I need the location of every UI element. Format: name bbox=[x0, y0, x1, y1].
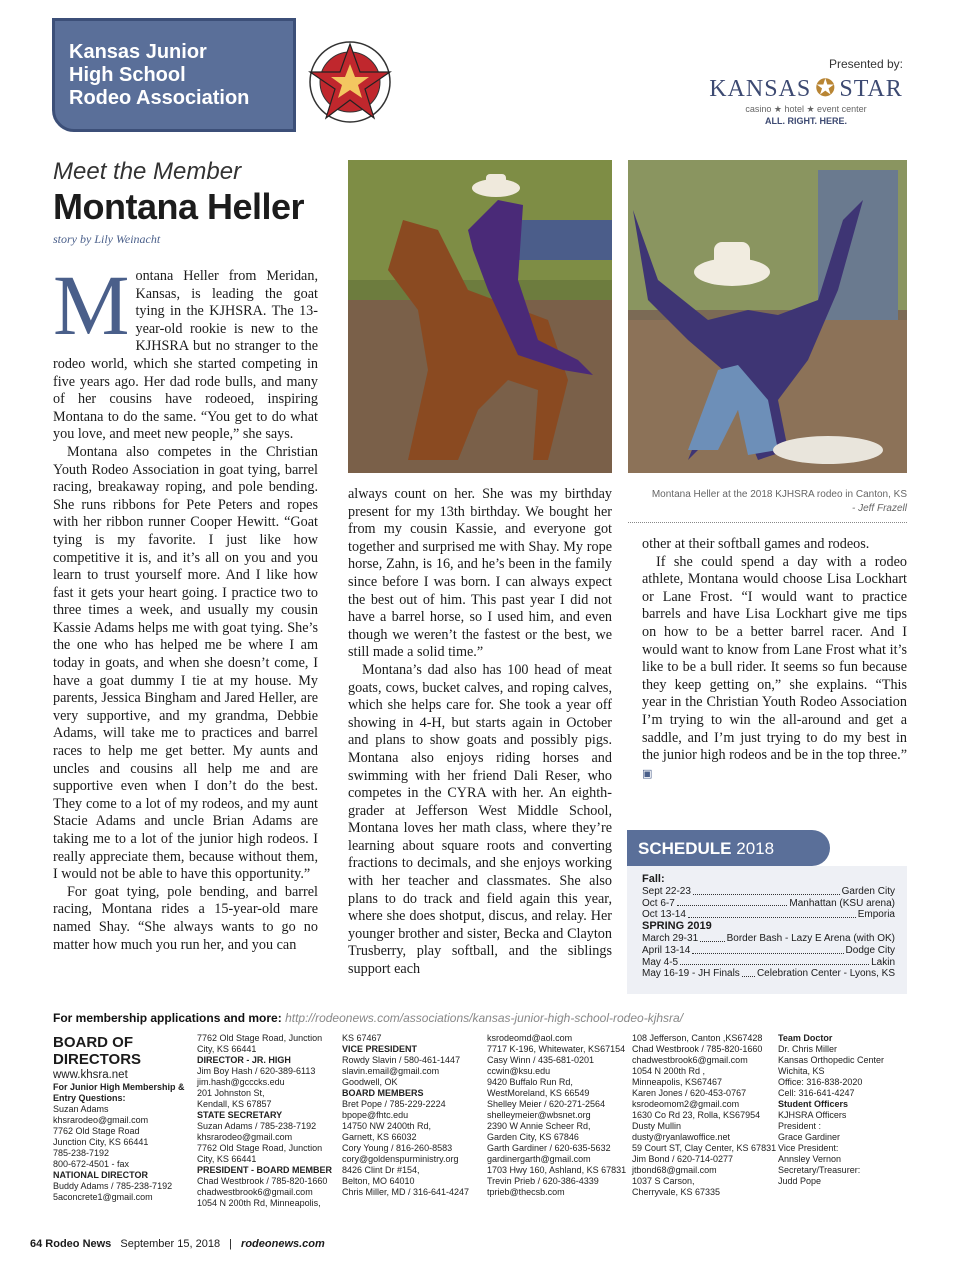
board-title: BOARD OF DIRECTORS bbox=[53, 1034, 142, 1068]
assoc-line-2: High School bbox=[69, 64, 186, 86]
directory-column-6 bbox=[778, 1033, 908, 1187]
schedule-row bbox=[642, 933, 895, 945]
schedule-place: Lakin bbox=[871, 956, 895, 968]
directory-entry: President : bbox=[778, 1121, 822, 1131]
directory-entry: Garnett, KS 66032 bbox=[342, 1132, 417, 1142]
directory-entry: 800-672-4501 - fax bbox=[53, 1159, 130, 1169]
directory-entry: Dusty Mullin bbox=[632, 1121, 682, 1131]
directory-entry: 1054 N 200th Rd , bbox=[632, 1066, 706, 1076]
article-kicker: Meet the Member bbox=[53, 158, 242, 185]
directory-entry: dusty@ryanlawoffice.net bbox=[632, 1132, 731, 1142]
directory-column-1 bbox=[53, 1069, 193, 1203]
schedule-box bbox=[627, 866, 907, 994]
assoc-line-3: Rodeo Association bbox=[69, 87, 250, 109]
directory-entry: Kansas Orthopedic Center bbox=[778, 1055, 885, 1065]
directory-entry: jtbond68@gmail.com bbox=[632, 1165, 717, 1175]
schedule-row bbox=[642, 957, 895, 969]
directory-heading: For Junior High Membership & Entry Questions: bbox=[53, 1082, 185, 1103]
presented-by-label: Presented by: bbox=[828, 57, 903, 71]
directory-entry: cory@goldenspurministry.org bbox=[342, 1154, 459, 1164]
directory-entry: Secretary/Treasurer: bbox=[778, 1165, 861, 1175]
directory-entry: Vice President: bbox=[778, 1143, 839, 1153]
directory-entry: Chris Miller, MD / 316-641-4247 bbox=[342, 1187, 470, 1197]
directory-entry: KJHSRA Officers bbox=[778, 1110, 847, 1120]
directory-entry: 2390 W Annie Scheer Rd, bbox=[487, 1121, 591, 1131]
directory-heading: STATE SECRETARY bbox=[197, 1110, 283, 1120]
caption-divider bbox=[628, 522, 907, 523]
directory-entry: 1703 Hwy 160, Ashland, KS 67831 bbox=[487, 1165, 627, 1175]
schedule-date: May 16-19 - JH Finals bbox=[642, 968, 740, 980]
article-column-2 bbox=[348, 486, 612, 979]
directory-entry: Judd Pope bbox=[778, 1176, 822, 1186]
directory-entry: Junction City, KS 66441 bbox=[53, 1137, 149, 1147]
schedule-title: SCHEDULE bbox=[638, 839, 732, 858]
directory-entry: Annsley Vernon bbox=[778, 1154, 842, 1164]
directory-heading: NATIONAL DIRECTOR bbox=[53, 1170, 149, 1180]
directory-heading: VICE PRESIDENT bbox=[342, 1044, 418, 1054]
directory-entry: 9420 Buffalo Run Rd, bbox=[487, 1077, 573, 1087]
directory-entry: 1054 N 200th Rd, Minneapolis, bbox=[197, 1198, 321, 1208]
directory-column-3 bbox=[342, 1033, 482, 1198]
schedule-place: Celebration Center - Lyons, KS bbox=[756, 968, 895, 980]
schedule-date: Oct 6-7 bbox=[642, 897, 675, 909]
directory-entry: ksrodeomom2@gmail.com bbox=[632, 1099, 740, 1109]
sponsor-subtitle: casino ★ hotel ★ event center bbox=[745, 104, 867, 114]
directory-entry: Dr. Chris Miller bbox=[778, 1044, 838, 1054]
article-column-1 bbox=[53, 257, 318, 954]
directory-entry: 14750 NW 2400th Rd, bbox=[342, 1121, 432, 1131]
schedule-row bbox=[642, 945, 895, 957]
directory-entry: 8426 Clint Dr #154, bbox=[342, 1165, 420, 1175]
schedule-spring-label: SPRING 2019 bbox=[642, 920, 712, 933]
directory-entry: Buddy Adams / 785-238-7192 bbox=[53, 1181, 173, 1191]
directory-entry: Shelley Meier / 620-271-2564 bbox=[487, 1099, 606, 1109]
directory-entry: 5aconcrete1@gmail.com bbox=[53, 1192, 153, 1202]
directory-entry: tprieb@thecsb.com bbox=[487, 1187, 565, 1197]
schedule-place: Emporia bbox=[857, 909, 895, 921]
photo-goat-tying bbox=[628, 160, 907, 473]
directory-entry: 1630 Co Rd 23, Rolla, KS67954 bbox=[632, 1110, 761, 1120]
directory-entry: shelleymeier@wbsnet.org bbox=[487, 1110, 591, 1120]
directory-entry: slavin.email@gmail.com bbox=[342, 1066, 440, 1076]
directory-entry: Cherryvale, KS 67335 bbox=[632, 1187, 721, 1197]
photo-credit: - Jeff Frazell bbox=[851, 503, 907, 514]
directory-entry: khsrarodeo@gmail.com bbox=[53, 1115, 149, 1125]
directory-entry: Grace Gardiner bbox=[778, 1132, 841, 1142]
dir-list-1 bbox=[53, 1082, 193, 1203]
directory-entry: 7762 Old Stage Road bbox=[53, 1126, 140, 1136]
directory-entry: Kendall, KS 67857 bbox=[197, 1099, 272, 1109]
schedule-place: Dodge City bbox=[845, 944, 895, 956]
directory-entry: chadwestbrook6@gmail.com bbox=[197, 1187, 313, 1197]
directory-entry: Wichita, KS bbox=[778, 1066, 825, 1076]
directory-entry: Minneapolis, KS67467 bbox=[632, 1077, 723, 1087]
directory-entry: Trevin Prieb / 620-386-4339 bbox=[487, 1176, 599, 1186]
directory-entry: Rowdy Slavin / 580-461-1447 bbox=[342, 1055, 461, 1065]
directory-entry: Suzan Adams / 785-238-7192 bbox=[197, 1121, 317, 1131]
schedule-year: 2018 bbox=[736, 839, 775, 858]
directory-entry: Jim Boy Hash / 620-389-6113 bbox=[197, 1066, 316, 1076]
membership-line bbox=[53, 1011, 683, 1025]
schedule-row bbox=[642, 886, 895, 898]
schedule-place: Border Bash - Lazy E Arena (with OK) bbox=[726, 932, 895, 944]
directory-entry: 201 Johnston St, bbox=[197, 1088, 265, 1098]
sponsor-name-left: KANSAS bbox=[709, 76, 812, 102]
directory-column-4 bbox=[487, 1033, 627, 1198]
directory-entry: Chad Westbrook / 785-820-1660 bbox=[197, 1176, 328, 1186]
directory-entry: Cell: 316-641-4247 bbox=[778, 1088, 855, 1098]
photo-horse-rider bbox=[348, 160, 612, 473]
footer-site: rodeonews.com bbox=[241, 1238, 325, 1250]
schedule-date: March 29-31 bbox=[642, 932, 699, 944]
directory-entry: WestMoreland, KS 66549 bbox=[487, 1088, 590, 1098]
directory-heading: DIRECTOR - JR. HIGH bbox=[197, 1055, 291, 1065]
schedule-row bbox=[642, 968, 895, 980]
directory-column-2 bbox=[197, 1033, 337, 1209]
directory-entry: 7762 Old Stage Road, Junction City, KS 66441 bbox=[197, 1143, 323, 1164]
paragraph: Montana also competes in the Christian Youth Rodeo Association in goat tying, barrel racing, breakaway roping, and pole bending. She runs ribbons for Pete Peters and ropes with her ribbon runner Cooper Hewitt. “Goat tying is my favorite. I just like how competitive it is, and it’s all on you and you learn to trust yourself more. And I like how fast it gets your heart going. I practice two to three times a week, and usually my cousin Kassie Adams helps me with goat tying. She’s the one who has helped me be where I am today in goats, and when she doesn’t come, I have a goat dummy I tie at my house. My parents, Jessica Bingham and Jared Heller, are very supportive, and my grandma, Debbie Adams, will take me to practices and barrel races to help me get better. My aunts and uncles and cousins all help me and are supportive even when I don’t do the best. They come to a lot of my rodeos, and my aunt Stacie Adams and uncle Brian Adams are taking me to a lot of the junior high rodeos. I really appreciate them, because without them, I would not be able to have this opportunity.” bbox=[53, 443, 318, 883]
schedule-date: Oct 13-14 bbox=[642, 909, 686, 921]
directory-entry: Goodwell, OK bbox=[342, 1077, 398, 1087]
sponsor-tagline: ALL. RIGHT. HERE. bbox=[764, 116, 847, 126]
directory-entry: Suzan Adams bbox=[53, 1104, 109, 1114]
directory-entry: ksrodeomd@aol.com bbox=[487, 1033, 573, 1043]
directory-heading: PRESIDENT - BOARD MEMBER bbox=[197, 1165, 333, 1175]
schedule-row bbox=[642, 898, 895, 910]
page-footer bbox=[30, 1238, 325, 1250]
directory-entry: Casy Winn / 435-681-0201 bbox=[487, 1055, 595, 1065]
directory-entry: 59 Court ST, Clay Center, KS 67831 bbox=[632, 1143, 777, 1153]
directory-entry: Bret Pope / 785-229-2224 bbox=[342, 1099, 446, 1109]
issue-date: September 15, 2018 bbox=[120, 1238, 221, 1250]
schedule-date: Sept 22-23 bbox=[642, 885, 691, 897]
article-byline: story by Lily Weinacht bbox=[53, 232, 161, 246]
paragraph: If she could spend a day with a rodeo athlete, Montana would choose Lisa Lockhart or Lane Frost. “I would want to practice barrels and have Lisa Lockhart give me tips on how to be a better barrel racer. And I would want to know from Lane Frost what it’s like to be a bull rider. It seems so fun because they keep getting on,” she explains. “This year in the Christian Youth Rodeo Association I’m trying to win the all-around and get a saddle, and I’m just trying to do my best in the junior high rodeos and be in the top three.” bbox=[642, 553, 907, 764]
paragraph: other at their softball games and rodeos. bbox=[642, 536, 870, 552]
membership-label: For membership applications and more: bbox=[53, 1011, 282, 1025]
paragraph: always count on her. She was my birthday present for my 13th birthday. We bought her from my cousin Kassie, and everyone got together and surprised me with Shay. My rope horse, Zahn, is 16, and he’s been in the family since before I was born. I can always expect the best out of him. This past year I did not have a barrel horse, so I used him, and even though we weren’t the fastest or the best, we still made a solid time.” bbox=[348, 486, 612, 661]
end-mark-icon: ▣ bbox=[642, 766, 653, 780]
directory-heading: BOARD MEMBERS bbox=[342, 1088, 424, 1098]
directory-entry: gardinergarth@gmail.com bbox=[487, 1154, 591, 1164]
directory-entry: Chad Westbrook / 785-820-1660 bbox=[632, 1044, 763, 1054]
directory-entry: 7717 K-196, Whitewater, KS67154 bbox=[487, 1044, 626, 1054]
schedule-place: Garden City bbox=[841, 885, 895, 897]
paragraph: For goat tying, pole bending, and barrel racing, Montana rides a 15-year-old mare named Shay. “She always wants to go no matter how much you run her, and you can bbox=[53, 883, 318, 953]
directory-entry: chadwestbrook6@gmail.com bbox=[632, 1055, 748, 1065]
star-icon: ✪ bbox=[815, 76, 836, 102]
paragraph: Montana’s dad also has 100 head of meat goats, cows, bucket calves, and roping calves, which she helps care for. She took a year off showing in 4-H, but starts again in October and plans to show goats and possibly pigs. Montana also enjoys riding horses and swimming with her friend Dali Reser, who competes in the CYRA with her. An eighth-grader at Jefferson West Middle School, Montana loves her math class, where they’re learning about square roots and converting fractions to decimals, and she enjoys working with her teacher and classmates. She also plans to do track and field again this year, where she does shotput, discus, and relay. Her younger brother and sister, Becka and Clayton Trusberry, play softball, and the siblings support each bbox=[348, 661, 612, 978]
assoc-line-1: Kansas Junior bbox=[69, 41, 207, 63]
directory-column-5 bbox=[632, 1033, 777, 1198]
directory-entry: Jim Bond / 620-714-0277 bbox=[632, 1154, 734, 1164]
footer-divider: | bbox=[229, 1238, 232, 1250]
directory-entry: Karen Jones / 620-453-0767 bbox=[632, 1088, 747, 1098]
directory-entry: KS 67467 bbox=[342, 1033, 382, 1043]
directory-entry: 1037 S Carson, bbox=[632, 1176, 695, 1186]
directory-entry: Cory Young / 816-260-8583 bbox=[342, 1143, 453, 1153]
kjhsra-logo bbox=[308, 40, 392, 124]
directory-entry: Office: 316-838-2020 bbox=[778, 1077, 863, 1087]
website-link[interactable]: www.khsra.net bbox=[53, 1069, 128, 1081]
membership-link[interactable]: http://rodeonews.com/associations/kansas-junior-high-school-rodeo-kjhsra/ bbox=[285, 1011, 684, 1025]
article-column-3 bbox=[642, 536, 907, 782]
kansas-star-logo bbox=[708, 74, 904, 134]
directory-entry: ccwin@ksu.edu bbox=[487, 1066, 551, 1076]
schedule-fall-label: Fall: bbox=[642, 873, 665, 885]
directory-entry: khsrarodeo@gmail.com bbox=[197, 1132, 293, 1142]
schedule-header bbox=[627, 830, 830, 866]
paragraph: ontana Heller from Meridan, Kansas, is leading the goat tying in the KJHSRA. The 13-year-old rookie is new to the KJHSRA but no stranger to the rodeo world, which she started competing in five years ago. Her dad rode bulls, and many of her cousins have rodeoed, inspiring Montana to do the same. “You get to do what you love, and meet new people,” she says. bbox=[53, 268, 318, 443]
association-name-box bbox=[52, 18, 296, 132]
directory-entry: Garden City, KS 67846 bbox=[487, 1132, 579, 1142]
article-title: Montana Heller bbox=[53, 186, 305, 227]
directory-heading: Team Doctor bbox=[778, 1033, 833, 1043]
photo-caption: Montana Heller at the 2018 KJHSRA rodeo in Canton, KS bbox=[651, 489, 907, 500]
directory-entry: Garth Gardiner / 620-635-5632 bbox=[487, 1143, 611, 1153]
directory-entry: 785-238-7192 bbox=[53, 1148, 110, 1158]
directory-entry: Belton, MO 64010 bbox=[342, 1176, 415, 1186]
directory-entry: 7762 Old Stage Road, Junction City, KS 66441 bbox=[197, 1033, 323, 1054]
sponsor-name-right: STAR bbox=[839, 76, 903, 102]
page-number: 64 Rodeo News bbox=[30, 1238, 112, 1250]
schedule-date: April 13-14 bbox=[642, 944, 691, 956]
directory-entry: jim.hash@gcccks.edu bbox=[197, 1077, 285, 1087]
drop-cap: M bbox=[53, 257, 130, 353]
directory-entry: bpope@fhtc.edu bbox=[342, 1110, 409, 1120]
schedule-place: Manhattan (KSU arena) bbox=[789, 897, 895, 909]
directory-entry: 108 Jefferson, Canton ,KS67428 bbox=[632, 1033, 763, 1043]
directory-heading: Student Officers bbox=[778, 1099, 849, 1109]
schedule-date: May 4-5 bbox=[642, 956, 679, 968]
